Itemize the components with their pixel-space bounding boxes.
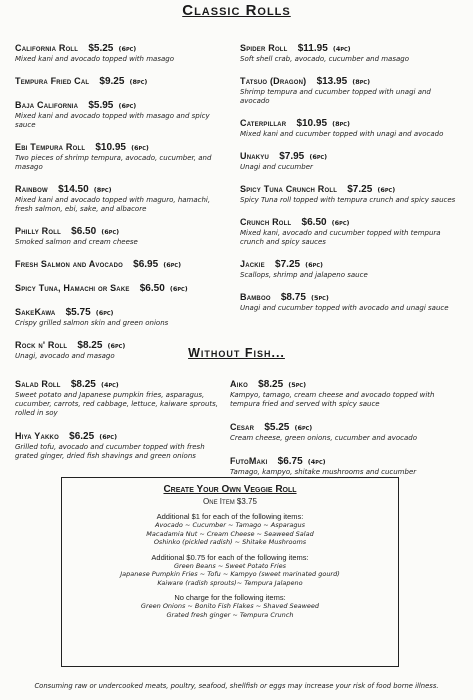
menu-item-line <box>240 111 462 130</box>
classic-rolls-left-column <box>15 36 215 366</box>
menu-item-pieces: (5pc) <box>311 294 329 302</box>
menu-item-name: Ebi Tempura Roll <box>15 142 86 152</box>
menu-item-pieces: (6pc) <box>331 219 350 227</box>
menu-item-pieces: (6pc) <box>118 45 137 53</box>
menu-item <box>15 219 215 247</box>
menu-item <box>15 372 225 418</box>
veggie-free-list <box>62 602 398 619</box>
menu-item <box>240 210 462 247</box>
menu-item-description: Sweet potato and Japanese pumpkin fries, asparagus, cucumber, carrots, red cabbage, lettuce, kaiware sprouts, rolled in soy <box>15 391 219 417</box>
menu-item-name: Baja California <box>15 100 79 110</box>
veggie-option-line: Japanese Pumpkin Fries ~ Tofu ~ Kampyo (sweet marinated gourd) <box>120 570 340 578</box>
menu-item-name: Spicy Tuna, Hamachi or Sake <box>15 283 130 293</box>
menu-item-name: Philly Roll <box>15 226 61 236</box>
menu-item-description: Crispy grilled salmon skin and green onions <box>15 319 169 327</box>
menu-item-pieces: (6pc) <box>101 228 120 236</box>
veggie-roll-box <box>61 477 399 667</box>
menu-item-pieces: (6pc) <box>99 433 118 441</box>
menu-item <box>230 449 462 477</box>
menu-item-line <box>15 36 215 55</box>
menu-item-name: Spicy Tuna Crunch Roll <box>240 184 338 194</box>
menu-item-price: $5.25 <box>264 422 290 433</box>
menu-item-description: Grilled tofu, avocado and cucumber topped with fresh grated ginger, dried fish shavings and green onions <box>15 443 205 460</box>
menu-item-pieces: (6pc) <box>305 261 323 269</box>
menu-item-description: Spicy Tuna roll topped with tempura crunch and spicy sauces <box>240 196 456 204</box>
menu-item-description: Mixed kani, avocado and cucumber topped with tempura crunch and spicy sauces <box>240 229 441 246</box>
menu-item-price: $5.25 <box>88 43 114 54</box>
menu-item <box>240 36 462 64</box>
menu-item-line <box>230 372 462 391</box>
menu-item <box>15 300 215 328</box>
menu-item-price: $10.95 <box>95 142 126 153</box>
menu-item-description: Smoked salmon and cream cheese <box>15 238 138 246</box>
menu-item-pieces: (5pc) <box>288 381 307 389</box>
menu-item-description: Mixed kani and cucumber topped with unagi and avocado <box>240 130 444 138</box>
menu-item-line <box>15 252 215 271</box>
menu-item <box>230 372 462 409</box>
menu-item-pieces: (6pc) <box>131 144 149 152</box>
veggie-add1-heading: Additional $1 for each of the following items: <box>156 512 304 521</box>
menu-item-name: Fresh Salmon and Avocado <box>15 259 123 269</box>
menu-item-description: Mixed kani and avocado topped with masago <box>15 55 174 63</box>
menu-item-line <box>15 219 215 238</box>
menu-item-description: Unagi and cucumber <box>240 163 313 171</box>
veggie-option-line: Oshinko (pickled radish) ~ Shitake Mushrooms <box>153 538 307 546</box>
menu-item-line <box>240 252 462 271</box>
section-title-without-fish: Without Fish... <box>188 346 285 360</box>
section-title-classic-rolls: Classic Rolls <box>182 2 291 19</box>
menu-item-price: $9.25 <box>99 76 125 87</box>
menu-item-name: Caterpillar <box>240 118 287 128</box>
menu-item-pieces: (4pc) <box>100 381 119 389</box>
menu-item-description: Kampyo, tamago, cream cheese and avocado topped with tempura fried and served with spicy sauce <box>230 391 435 408</box>
menu-item <box>240 144 462 172</box>
menu-item-line <box>15 372 225 391</box>
veggie-free-heading: No charge for the following items: <box>174 593 286 602</box>
menu-item-pieces: (6pc) <box>309 153 328 161</box>
menu-item <box>240 285 462 313</box>
menu-item-name: Bamboo <box>240 292 271 302</box>
menu-item-line <box>15 424 225 443</box>
menu-item-description: Tamago, kampyo, shitake mushrooms and cucumber <box>230 468 417 476</box>
menu-item-name: Aiko <box>230 379 248 389</box>
menu-item-price: $8.25 <box>70 379 96 390</box>
veggie-option-line: Green Onions ~ Bonito Fish Flakes ~ Shaved Seaweed <box>140 602 320 610</box>
menu-item-line <box>15 177 215 196</box>
menu-item-price: $7.25 <box>275 259 301 270</box>
menu-item-description: Two pieces of shrimp tempura, avocado, cucumber, and masago <box>15 154 212 171</box>
menu-item <box>15 177 215 214</box>
menu-item-name: Crunch Roll <box>240 217 292 227</box>
menu-item-line <box>15 300 215 319</box>
menu-item-line <box>240 69 462 88</box>
veggie-option-line: Macadamia Nut ~ Cream Cheese ~ Seaweed Salad <box>146 529 314 538</box>
menu-item-name: SakeKawa <box>15 307 56 317</box>
menu-item <box>240 252 462 280</box>
menu-item-description: Shrimp tempura and cucumber topped with unagi and avocado <box>240 88 431 105</box>
menu-item-description: Mixed kani and avocado topped with masago and spicy sauce <box>15 112 210 129</box>
menu-item-price: $6.25 <box>69 431 95 442</box>
veggie-one-item-price: One Item $3.75 <box>203 497 257 506</box>
menu-item-pieces: (6pc) <box>294 424 313 432</box>
menu-item-price: $11.95 <box>297 43 328 54</box>
menu-item-pieces: (8pc) <box>93 186 112 194</box>
menu-item-price: $8.25 <box>258 379 284 390</box>
menu-item-description: Unagi, avocado and masago <box>15 352 115 360</box>
menu-item <box>15 424 225 461</box>
menu-item-pieces: (6pc) <box>377 186 396 194</box>
menu-item <box>240 177 462 205</box>
menu-item <box>230 415 462 443</box>
menu-item-pieces: (8pc) <box>332 120 350 128</box>
menu-item-price: $14.50 <box>58 184 89 195</box>
menu-item-name: Spider Roll <box>240 43 288 53</box>
menu-item <box>15 252 215 271</box>
menu-item-pieces: (4pc) <box>307 458 326 466</box>
menu-item <box>15 276 215 295</box>
menu-item-name: Unakyu <box>240 151 270 161</box>
veggie-option-line: Kaiware (radish sprouts)~ Tempura Jalapeno <box>157 578 303 587</box>
menu-item-description: Soft shell crab, avocado, cucumber and masago <box>240 55 410 63</box>
veggie-add1-list <box>62 521 398 547</box>
menu-item-name: Tempura Fried Cal <box>15 76 90 86</box>
menu-item <box>15 135 215 172</box>
menu-item-name: California Roll <box>15 43 79 53</box>
menu-item-price: $7.25 <box>347 184 373 195</box>
menu-item-name: Rainbow <box>15 184 48 194</box>
menu-item-pieces: (6pc) <box>169 285 188 293</box>
menu-item <box>15 93 215 130</box>
menu-item-name: Hiya Yakko <box>15 431 59 441</box>
menu-item-description: Scallops, shrimp and jalapeno sauce <box>240 271 368 279</box>
menu-item-description: Unagi and cucumber topped with avocado and unagi sauce <box>240 304 449 312</box>
menu-item-line <box>230 415 462 434</box>
menu-item <box>15 69 215 88</box>
menu-item-price: $6.50 <box>139 283 165 294</box>
menu-item-pieces: (6pc) <box>95 309 114 317</box>
menu-item-price: $5.95 <box>88 100 114 111</box>
menu-item-name: Salad Roll <box>15 379 61 389</box>
menu-item-price: $6.95 <box>133 259 159 270</box>
veggie-box-title: Create Your Own Veggie Roll <box>163 484 297 495</box>
veggie-add075-heading: Additional $0.75 for each of the following items: <box>151 552 309 562</box>
menu-item-line <box>240 36 462 55</box>
menu-item-name: Rock n' Roll <box>15 340 68 350</box>
menu-item-price: $8.25 <box>77 340 103 351</box>
menu-item-line <box>240 285 462 304</box>
veggie-add075-list <box>62 562 398 588</box>
menu-item-pieces: (8pc) <box>352 78 371 86</box>
menu-item-price: $10.95 <box>296 118 328 129</box>
menu-item-line <box>240 210 462 229</box>
menu-item-price: $5.75 <box>65 307 91 318</box>
veggie-option-line: Grated fresh ginger ~ Tempura Crunch <box>166 610 294 619</box>
menu-item-pieces: (6pc) <box>163 261 182 269</box>
menu-item-pieces: (6pc) <box>107 342 126 350</box>
menu-item-line <box>15 69 215 88</box>
menu-item-price: $7.95 <box>279 151 305 162</box>
menu-item-line <box>240 177 462 196</box>
menu-item-name: Jackie <box>240 259 265 269</box>
menu-item-price: $8.75 <box>280 292 306 303</box>
menu-item-name: Cesar <box>230 422 255 432</box>
menu-item <box>15 36 215 64</box>
menu-item-name: Tatsuo (Dragon) <box>240 76 307 86</box>
menu-item-pieces: (6pc) <box>118 102 137 110</box>
menu-item-pieces: (8pc) <box>129 78 148 86</box>
food-safety-disclaimer: Consuming raw or undercooked meats, poultry, seafood, shellfish or eggs may increase your risk of food borne illness. <box>34 682 439 690</box>
classic-rolls-right-column <box>240 36 462 318</box>
menu-item-price: $6.50 <box>71 226 97 237</box>
menu-item-line <box>15 276 215 295</box>
menu-item-line <box>230 449 462 468</box>
menu-item-line <box>240 144 462 163</box>
menu-item-price: $13.95 <box>316 76 348 87</box>
menu-item <box>240 69 462 106</box>
menu-item <box>240 111 462 139</box>
veggie-option-line: Avocado ~ Cucumber ~ Tamago ~ Asparagus <box>154 521 306 529</box>
menu-item-description: Cream cheese, green onions, cucumber and avocado <box>230 434 418 442</box>
menu-item-description: Mixed kani and avocado topped with maguro, hamachi, fresh salmon, ebi, sake, and albacore <box>15 196 211 213</box>
menu-item-price: $6.50 <box>301 217 327 228</box>
menu-item-name: FutoMaki <box>230 456 268 466</box>
menu-item-line <box>15 93 215 112</box>
menu-item-price: $6.75 <box>277 456 303 467</box>
menu-item-line <box>15 135 215 154</box>
menu-item-pieces: (4pc) <box>332 45 351 53</box>
veggie-option-line: Green Beans ~ Sweet Potato Fries <box>173 561 287 570</box>
without-fish-left-column <box>15 372 225 467</box>
without-fish-right-column <box>230 372 462 483</box>
